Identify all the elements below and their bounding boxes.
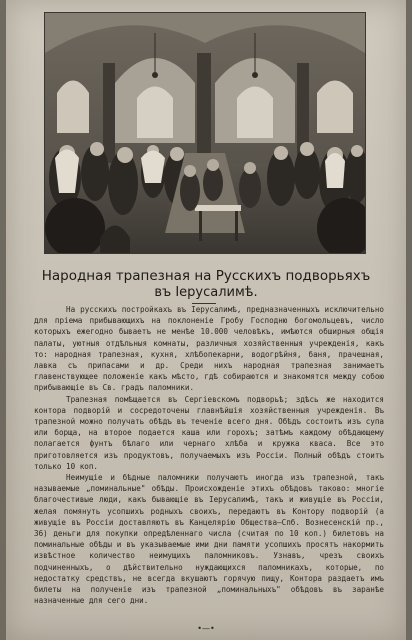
paragraph: Трапезная помѣщается въ Сергіевскомъ подворьѣ; здѣсь же находится контора подворій и сосредоточены главнѣйшія хозяйственныя учрежденія. Въ трапезной можно получать обѣдъ въ теченіе всего дня. Обѣдъ состоитъ изъ супа или борща, на второе подается каша или горохъ; затѣмъ каждому обѣдающему полагается фунтъ бѣлаго или чернаго хлѣба и кружка кваса. Все это приготовляется изъ продуктовъ, получаемыхъ изъ Россіи. Полный обѣдъ стоитъ только 10 коп.	[34, 394, 384, 471]
book-page	[6, 0, 406, 640]
page-footer-ornament: •—•	[197, 624, 215, 633]
article-body	[34, 304, 384, 606]
paragraph: Неимущіе и бѣдные паломники получаютъ иногда изъ трапезной, такъ называемые „поминальные" обѣды. Происхожденіе этихъ обѣдовъ таково: многіе благочестивые люди, какъ бывающіе въ Іерусалимѣ, такъ и живущіе въ Россіи, желая помянуть усопшихъ родныхъ своихъ, передаютъ въ Контору подворій (а живущіе въ Россіи доставляютъ въ Канцелярію Общества—Спб. Вознесенскій пр., 36) деньги для покупки опредѣленнаго числа (считая по 10 коп.) билетовъ на поминальные обѣды и въ указываемые ими дни памяти усопшихъ просятъ накормить извѣстное количество неимущихъ паломниковъ. Узнавъ, чрезъ своихъ подчиненныхъ, о дѣйствительно нуждающихся паломникахъ, которые, по недостатку средствъ, не всегда вкушаютъ горячую пищу, Контора раздаетъ имъ билеты на полученіе изъ трапезной „поминальныхъ" обѣдовъ въ заранѣе назначенные для сего дни.	[34, 473, 384, 606]
engraving-illustration	[44, 12, 366, 254]
article-title: Народная трапезная на Русскихъ подворьяхъ	[41, 268, 371, 284]
article-subtitle: въ Іерусалимѣ.	[154, 285, 258, 300]
paragraph: На русскихъ постройкахъ въ Іерусалимѣ, предназначенныхъ исключительно для пріема прибывающихъ на поклоненіе Гробу Господню богомольцевъ, число которыхъ ежегодно бываетъ не менѣе 10.000 человѣкъ, имѣются обширныя общія палаты, уютныя отдѣльныя комнаты, различныя хозяйственныя учрежденія, какъ то: народная трапезная, кухня, хлѣбопекарни, водогрѣйня, баня, прачешная, лавка съ припасами и др. Среди нихъ народная трапезная занимаетъ главенствующее положеніе какъ мѣсто, гдѣ собираются и знакомятся между собою прибывающіе въ Св. градъ паломники.	[34, 305, 384, 393]
